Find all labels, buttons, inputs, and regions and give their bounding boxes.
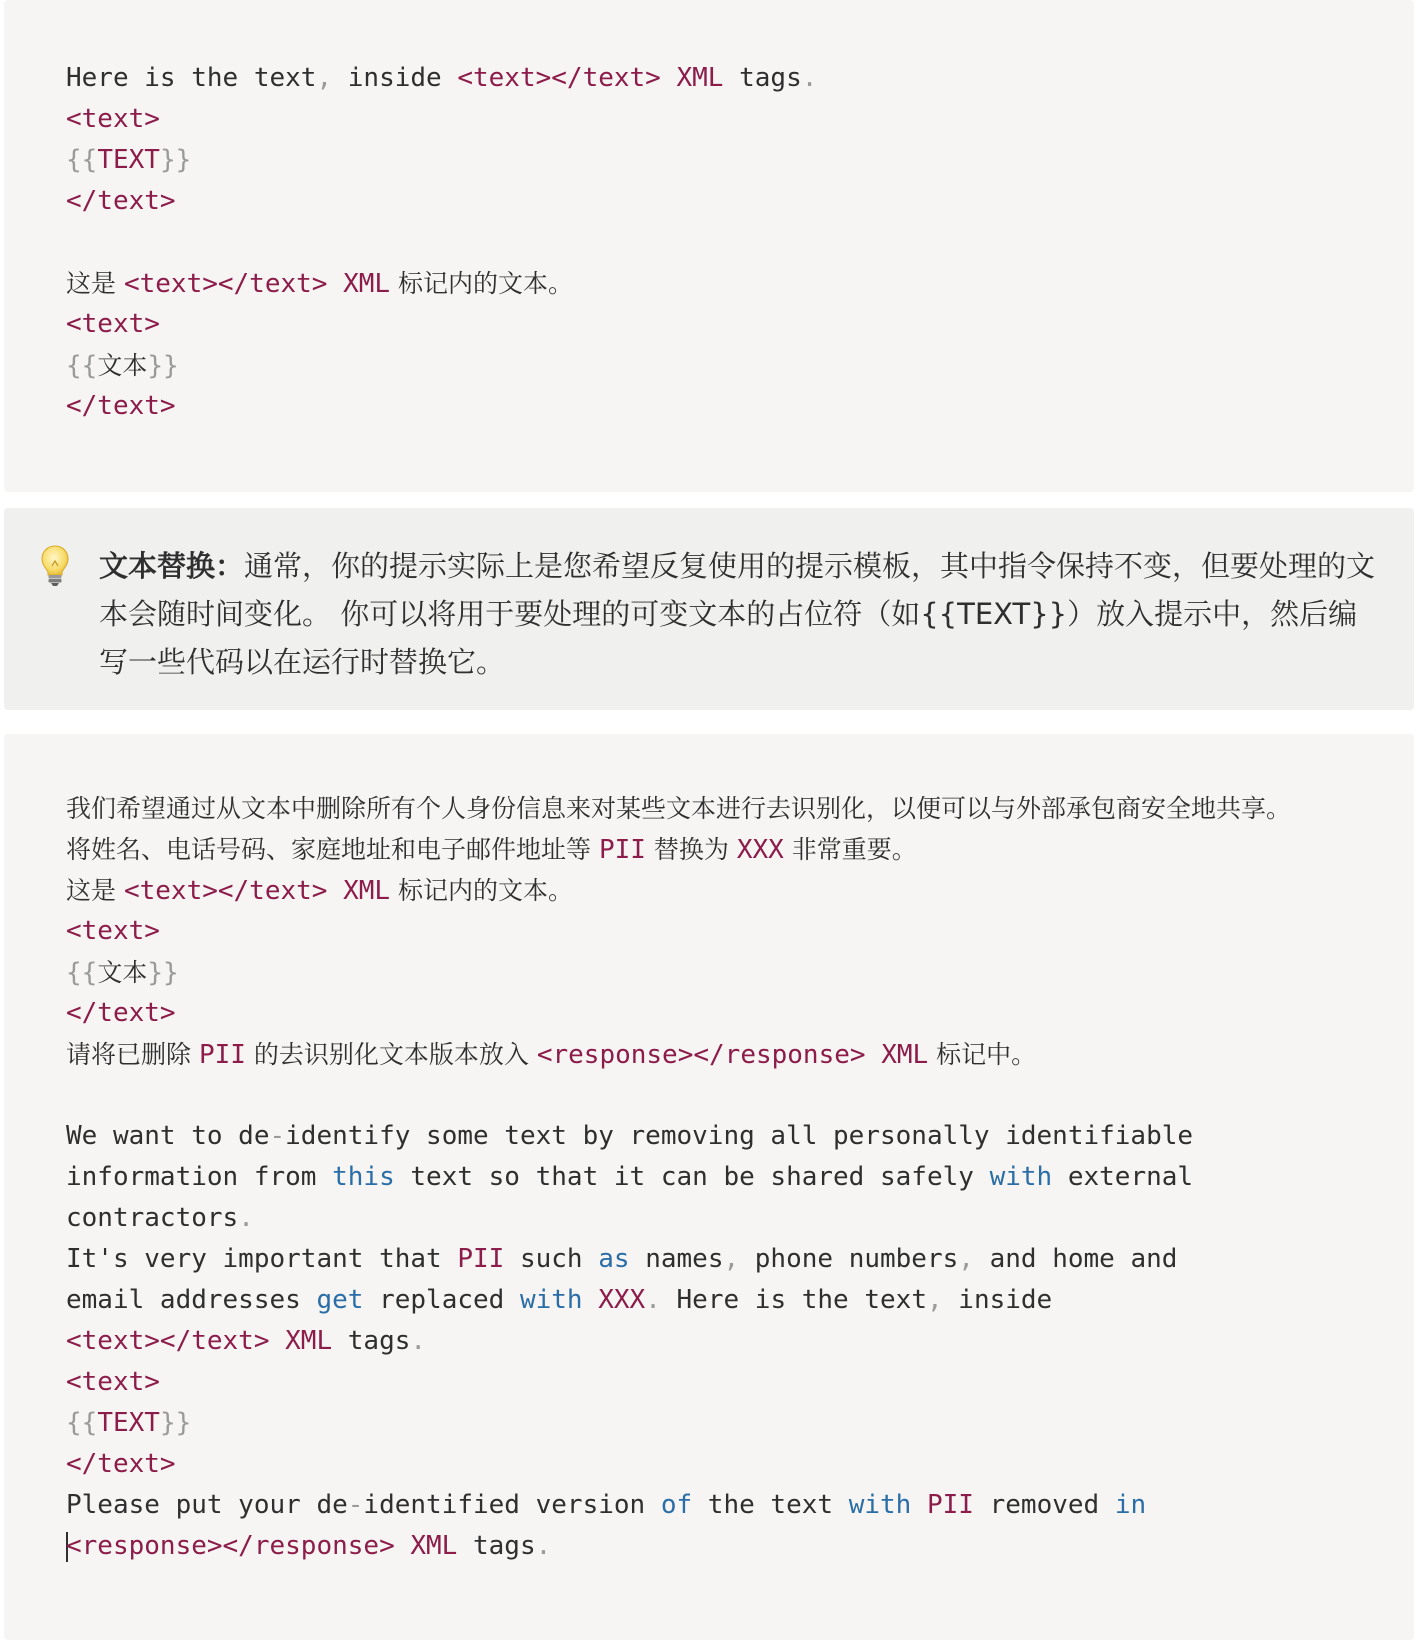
code-line <box>66 181 1414 222</box>
code-line <box>66 1034 1414 1075</box>
code-token: . <box>535 1531 552 1561</box>
code-line <box>66 222 1414 263</box>
code-token: as <box>598 1244 630 1274</box>
code-token: <text> <box>66 309 160 339</box>
code-token: - <box>347 1490 364 1520</box>
code-token: tags <box>457 1531 536 1561</box>
code-token: with <box>989 1162 1053 1192</box>
code-line <box>66 1198 1414 1239</box>
code-token: . <box>410 1326 427 1356</box>
code-line <box>66 1157 1414 1198</box>
code-token: <response></response> XML <box>66 1531 458 1561</box>
code-token: phone numbers <box>739 1244 959 1274</box>
code-token: <text> <box>66 104 160 134</box>
code-token: }} <box>159 1408 192 1438</box>
code-line <box>66 1116 1414 1157</box>
code-token: PII <box>198 1040 246 1070</box>
code-token: <text> <box>66 916 160 946</box>
code-token: 替换为 <box>645 835 737 864</box>
code-token: 文本 <box>97 958 148 987</box>
code-line <box>66 1485 1414 1526</box>
code-token: <text></text> XML <box>457 63 724 93</box>
code-token: with <box>519 1285 583 1315</box>
code-token: names <box>629 1244 724 1274</box>
code-line <box>66 386 1414 427</box>
code-token: 非常重要。 <box>783 835 917 864</box>
code-token: inside <box>332 63 458 93</box>
code-line <box>66 1321 1414 1362</box>
code-line <box>66 829 1414 870</box>
code-token: and home and <box>973 1244 1178 1274</box>
code-token: , <box>316 63 333 93</box>
code-token: }} <box>147 958 179 988</box>
code-token: Here is the text <box>66 63 317 93</box>
code-token: <text></text> XML <box>123 876 391 906</box>
code-token: inside <box>942 1285 1053 1315</box>
code-token: It's very important that <box>66 1244 458 1274</box>
code-token: . <box>238 1203 254 1233</box>
code-token: PII <box>926 1490 974 1520</box>
code-token: in <box>1114 1490 1147 1520</box>
code-token: TEXT <box>97 1408 160 1438</box>
code-token: , <box>926 1285 943 1315</box>
code-token: </text> <box>66 1449 176 1479</box>
code-token: }} <box>147 351 179 381</box>
code-block-pii-prompt[interactable] <box>4 734 1414 1640</box>
code-token: TEXT <box>97 145 160 175</box>
code-line <box>66 1280 1414 1321</box>
code-token: 这是 <box>66 269 124 298</box>
callout-text <box>99 542 1378 686</box>
code-token: removed <box>973 1490 1115 1520</box>
code-line <box>66 140 1414 181</box>
code-line <box>66 304 1414 345</box>
code-token: XXX <box>736 835 784 865</box>
code-line <box>66 58 1414 99</box>
code-token: 文本 <box>97 351 148 380</box>
code-token: contractors <box>66 1203 239 1233</box>
code-block-template-example[interactable] <box>4 0 1414 492</box>
code-token: the text <box>692 1490 849 1520</box>
callout-text-substitution <box>4 508 1414 710</box>
code-token: Here is the text <box>660 1285 927 1315</box>
code-token: tags <box>723 63 802 93</box>
code-line <box>66 788 1414 829</box>
lightbulb-icon <box>40 544 70 588</box>
code-token: {{ <box>66 351 98 381</box>
code-token: 请将已删除 <box>66 1040 199 1069</box>
code-token: </text> <box>66 391 176 421</box>
code-token: 标记内的文本。 <box>390 269 574 298</box>
code-token: }} <box>159 145 192 175</box>
code-token: information from <box>66 1162 333 1192</box>
callout-title: 文本替换： <box>99 549 245 583</box>
code-token: 的去识别化文本版本放入 <box>245 1040 537 1069</box>
code-token: {{ <box>66 1408 98 1438</box>
code-token: {{ <box>66 145 98 175</box>
code-token: . <box>645 1285 661 1315</box>
code-token: with <box>848 1490 912 1520</box>
code-line <box>66 952 1414 993</box>
code-token: Please put your de <box>66 1490 348 1520</box>
code-token: such <box>504 1244 599 1274</box>
code-line <box>66 993 1414 1034</box>
code-line <box>66 1362 1414 1403</box>
code-token: {{ <box>66 958 98 988</box>
code-line <box>66 1444 1414 1485</box>
code-token: tags <box>332 1326 411 1356</box>
code-token: replaced <box>363 1285 520 1315</box>
code-token: - <box>269 1121 286 1151</box>
code-token: <response></response> XML <box>536 1040 929 1070</box>
code-line <box>66 911 1414 952</box>
code-token: . <box>801 63 818 93</box>
code-token: <text> <box>66 1367 160 1397</box>
code-token: </text> <box>66 998 176 1028</box>
code-line <box>66 1075 1414 1116</box>
code-line <box>66 1526 1414 1567</box>
callout-body: 通常，你的提示实际上是您希望反复使用的提示模板，其中指令保持不变，但要处理的文本会随时间变化。 你可以将用于要处理的可变文本的占位符（如{{TEXT}}）放入提示中，然后编写一些代码以在运行时替换它。 <box>99 549 1376 679</box>
code-token: of <box>660 1490 693 1520</box>
code-token: 我们希望通过从文本中删除所有个人身份信息来对某些文本进行去识别化，以便可以与外部承包商安全地共享。 <box>66 794 1292 823</box>
code-token: text so that it can be shared safely <box>394 1162 990 1192</box>
code-token: </text> <box>66 186 176 216</box>
code-token: 将姓名、电话号码、家庭地址和电子邮件地址等 <box>66 835 599 864</box>
code-token <box>911 1490 927 1520</box>
code-line <box>66 1239 1414 1280</box>
code-token: PII <box>598 835 646 865</box>
code-token: XXX <box>598 1285 646 1315</box>
code-token: <text></text> XML <box>123 269 391 299</box>
code-token: , <box>723 1244 740 1274</box>
code-line <box>66 345 1414 386</box>
code-token: external <box>1052 1162 1194 1192</box>
code-token: identify some text by removing all personally identifiable <box>285 1121 1194 1151</box>
code-token: email addresses <box>66 1285 317 1315</box>
code-token: this <box>332 1162 395 1192</box>
code-token: 标记内的文本。 <box>390 876 574 905</box>
code-line <box>66 1403 1414 1444</box>
code-token: identified version <box>363 1490 661 1520</box>
code-line <box>66 99 1414 140</box>
code-token: 标记中。 <box>928 1040 1037 1069</box>
code-token <box>583 1285 599 1315</box>
code-token: We want to de <box>66 1121 270 1151</box>
code-line <box>66 870 1414 911</box>
code-token: 这是 <box>66 876 124 905</box>
code-token: , <box>958 1244 974 1274</box>
code-token: <text></text> XML <box>66 1326 333 1356</box>
code-line <box>66 263 1414 304</box>
code-token: get <box>316 1285 364 1315</box>
code-token: PII <box>457 1244 505 1274</box>
